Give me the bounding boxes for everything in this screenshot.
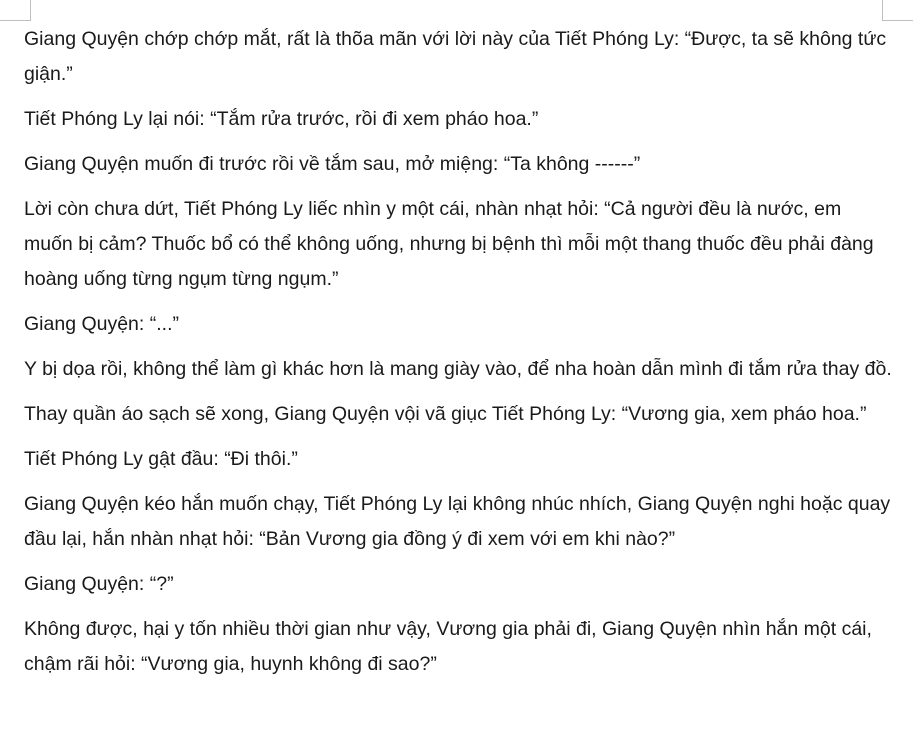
paragraph: Giang Quyện muốn đi trước rồi về tắm sau, mở miệng: “Ta không ------” [24, 153, 641, 175]
paragraph: Giang Quyện: “?” [24, 573, 174, 595]
paragraph: Tiết Phóng Ly lại nói: “Tắm rửa trước, rồi đi xem pháo hoa.” [24, 108, 539, 130]
paragraph: Y bị dọa rồi, không thể làm gì khác hơn là mang giày vào, để nha hoàn dẫn mình đi tắm rửa thay đồ. [24, 358, 892, 380]
paragraph: Không được, hại y tốn nhiều thời gian như vậy, Vương gia phải đi, Giang Quyện nhìn hắn một cái, chậm rãi hỏi: “Vương gia, huynh không đi sao?” [24, 618, 872, 675]
crop-mark-top-right [882, 0, 913, 21]
paragraph: Giang Quyện: “...” [24, 313, 179, 335]
paragraph: Giang Quyện chớp chớp mắt, rất là thõa mãn với lời này của Tiết Phóng Ly: “Được, ta sẽ không tức giận.” [24, 28, 887, 85]
paragraph: Giang Quyện kéo hắn muốn chạy, Tiết Phóng Ly lại không nhúc nhích, Giang Quyện nghi hoặc quay đầu lại, hắn nhàn nhạt hỏi: “Bản Vương gia đồng ý đi xem với em khi nào?” [24, 493, 891, 550]
paragraph: Tiết Phóng Ly gật đầu: “Đi thôi.” [24, 448, 298, 470]
document-body[interactable] [24, 22, 894, 692]
paragraph: Thay quần áo sạch sẽ xong, Giang Quyện vội vã giục Tiết Phóng Ly: “Vương gia, xem pháo hoa.” [24, 403, 867, 425]
crop-mark-top-left [0, 0, 31, 21]
paragraph: Lời còn chưa dứt, Tiết Phóng Ly liếc nhìn y một cái, nhàn nhạt hỏi: “Cả người đều là nước, em muốn bị cảm? Thuốc bổ có thể không uống, nhưng bị bệnh thì mỗi một thang thuốc đều phải đàng hoàng uống từng ngụm từng ngụm.” [24, 198, 874, 290]
